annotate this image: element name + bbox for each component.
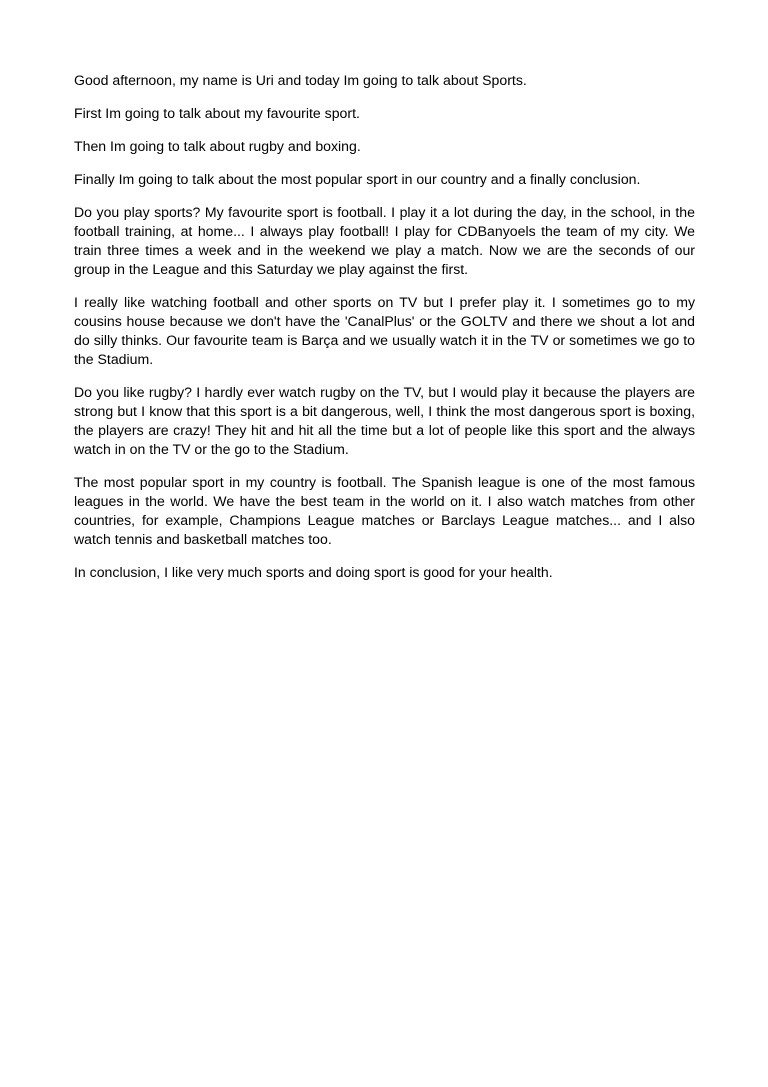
paragraph-popular-sport: The most popular sport in my country is football. The Spanish league is one of the most famous leagues in the world. We have the best team in the world on it. I also watch matches from other countries, for example, Champions League matches or Barclays League matches... and I also watch tennis and basketball matches too. xyxy=(74,474,695,547)
paragraph-first-topic: First Im going to talk about my favourite sport. xyxy=(74,105,360,121)
paragraph-final-topic: Finally Im going to talk about the most popular sport in our country and a finally conclusion. xyxy=(74,171,641,187)
paragraph-watching-football: I really like watching football and other sports on TV but I prefer play it. I sometimes go to my cousins house because we don't have the 'CanalPlus' or the GOLTV and there we shout a lot and do silly thinks. Our favourite team is Barça and we usually watch it in the TV or sometimes we go to the Stadium. xyxy=(74,294,695,367)
paragraph-favourite-sport: Do you play sports? My favourite sport is football. I play it a lot during the day, in the school, in the football training, at home... I always play football! I play for CDBanyoels the team of my city. We train three times a week and in the weekend we play a match. Now we are the seconds of our group in the League and this Saturday we play against the first. xyxy=(74,204,695,277)
paragraph-second-topic: Then Im going to talk about rugby and boxing. xyxy=(74,138,361,154)
document-body xyxy=(74,71,695,596)
paragraph-conclusion: In conclusion, I like very much sports and doing sport is good for your health. xyxy=(74,564,553,580)
paragraph-rugby-boxing: Do you like rugby? I hardly ever watch rugby on the TV, but I would play it because the players are strong but I know that this sport is a bit dangerous, well, I think the most dangerous sport is boxing, the players are crazy! They hit and hit all the time but a lot of people like this sport and the always watch in on the TV or the go to the Stadium. xyxy=(74,384,695,457)
paragraph-greeting: Good afternoon, my name is Uri and today Im going to talk about Sports. xyxy=(74,72,527,88)
